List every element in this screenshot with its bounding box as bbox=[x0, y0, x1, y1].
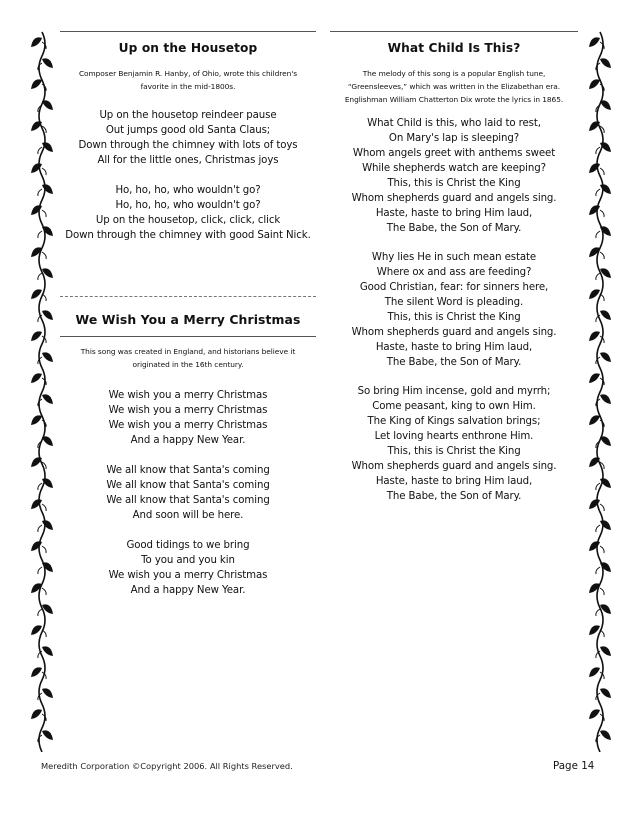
lyric-line: Ho, ho, ho, who wouldn't go? bbox=[115, 200, 261, 211]
lyric-line: The Babe, the Son of Mary. bbox=[386, 357, 522, 368]
lyric-line: Up on the housetop, click, click, click bbox=[95, 215, 281, 226]
stanza bbox=[60, 183, 316, 243]
lyric-line: Why lies He in such mean estate bbox=[371, 252, 537, 263]
lyric-line: The Babe, the Son of Mary. bbox=[386, 491, 522, 502]
lyric-line: Up on the housetop reindeer pause bbox=[99, 110, 277, 121]
lyric-line: Good Christian, fear: for sinners here, bbox=[359, 282, 549, 293]
divider bbox=[60, 296, 316, 297]
lyric-line: Good tidings to we bring bbox=[126, 540, 250, 551]
stanza bbox=[330, 116, 578, 236]
lyric-line: So bring Him incense, gold and myrrh; bbox=[357, 386, 551, 397]
lyric-line: The Babe, the Son of Mary. bbox=[386, 223, 522, 234]
lyric-line: This, this is Christ the King bbox=[387, 178, 521, 189]
lyric-line: Ho, ho, ho, who wouldn't go? bbox=[115, 185, 261, 196]
lyric-line: Haste, haste to bring Him laud, bbox=[375, 476, 533, 487]
lyric-line: Whom angels greet with anthems sweet bbox=[352, 148, 556, 159]
lyric-line: Down through the chimney with good Saint Nick. bbox=[65, 230, 311, 241]
lyric-line: Where ox and ass are feeding? bbox=[376, 267, 532, 278]
lyric-line: To you and you kin bbox=[141, 555, 235, 566]
lyric-line: Whom shepherds guard and angels sing. bbox=[351, 193, 557, 204]
lyric-line: The King of Kings salvation brings; bbox=[367, 416, 541, 427]
lyric-line: Haste, haste to bring Him laud, bbox=[375, 342, 533, 353]
lyric-line: We wish you a merry Christmas bbox=[108, 420, 268, 431]
lyric-line: And a happy New Year. bbox=[130, 435, 246, 446]
lyric-line: Let loving hearts enthrone Him. bbox=[374, 431, 534, 442]
stanza bbox=[60, 538, 316, 598]
lyric-line: We all know that Santa's coming bbox=[106, 480, 270, 491]
lyric-line: And a happy New Year. bbox=[130, 585, 246, 596]
stanza bbox=[60, 388, 316, 448]
leaf-vine-border-icon bbox=[30, 28, 54, 752]
stanza bbox=[60, 463, 316, 523]
copyright-notice: Meredith Corporation ©Copyright 2006. All Rights Reserved. bbox=[41, 761, 293, 771]
song-up-on-the-housetop bbox=[60, 31, 316, 243]
lyric-line: We wish you a merry Christmas bbox=[108, 390, 268, 401]
song-intro: This song was created in England, and historians believe it originated in the 16th century. bbox=[80, 347, 296, 369]
lyric-line: What Child is this, who laid to rest, bbox=[367, 118, 541, 129]
lyric-line: Whom shepherds guard and angels sing. bbox=[351, 327, 557, 338]
stanza bbox=[330, 384, 578, 504]
divider bbox=[60, 336, 316, 337]
lyric-line: This, this is Christ the King bbox=[387, 312, 521, 323]
lyric-line: Haste, haste to bring Him laud, bbox=[375, 208, 533, 219]
song-title: Up on the Housetop bbox=[60, 31, 316, 55]
song-we-wish-you-a-merry-christmas bbox=[60, 299, 316, 598]
lyric-line: All for the little ones, Christmas joys bbox=[97, 155, 279, 166]
song-lyrics bbox=[330, 116, 578, 504]
page-number: Page 14 bbox=[553, 760, 595, 772]
song-lyrics bbox=[60, 388, 316, 598]
stanza bbox=[60, 108, 316, 168]
song-lyrics bbox=[60, 108, 316, 243]
lyric-line: We all know that Santa's coming bbox=[106, 495, 270, 506]
lyric-line: We wish you a merry Christmas bbox=[108, 570, 268, 581]
lyric-line: Whom shepherds guard and angels sing. bbox=[351, 461, 557, 472]
song-what-child-is-this bbox=[330, 31, 578, 504]
song-intro: The melody of this song is a popular English tune, “Greensleeves,” which was written in the Elizabethan era. Englishman William Chatterton Dix wrote the lyrics in 1865. bbox=[344, 69, 564, 104]
lyric-line: This, this is Christ the King bbox=[387, 446, 521, 457]
lyric-line: Come peasant, king to own Him. bbox=[372, 401, 536, 412]
lyric-line: While shepherds watch are keeping? bbox=[362, 163, 546, 174]
song-title: We Wish You a Merry Christmas bbox=[75, 312, 301, 327]
lyric-line: We all know that Santa's coming bbox=[106, 465, 270, 476]
lyric-line: Out jumps good old Santa Claus; bbox=[105, 125, 271, 136]
lyric-line: We wish you a merry Christmas bbox=[108, 405, 268, 416]
stanza bbox=[330, 250, 578, 370]
lyric-line: The silent Word is pleading. bbox=[384, 297, 524, 308]
song-title: What Child Is This? bbox=[330, 31, 578, 55]
lyric-line: On Mary's lap is sleeping? bbox=[388, 133, 520, 144]
lyric-line: Down through the chimney with lots of toys bbox=[78, 140, 298, 151]
song-intro: Composer Benjamin R. Hanby, of Ohio, wrote this children's favorite in the mid-1800s. bbox=[78, 69, 298, 91]
leaf-vine-border-icon bbox=[588, 28, 612, 752]
lyric-line: And soon will be here. bbox=[132, 510, 244, 521]
